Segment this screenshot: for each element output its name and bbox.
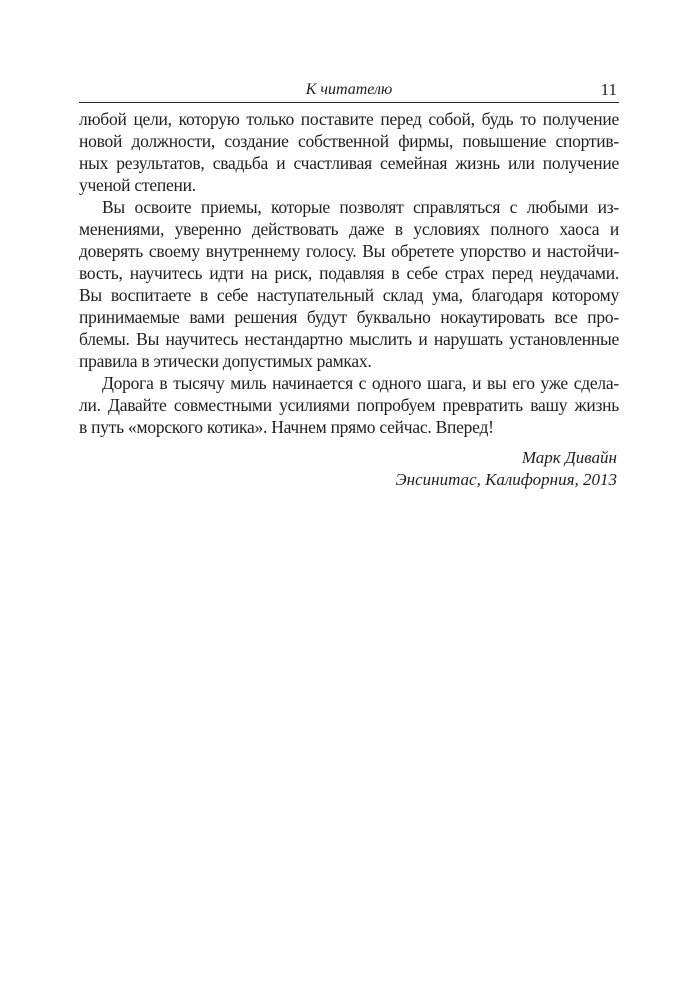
- text-line: новой должности, создание собственной фирмы, повышение спортив-: [79, 131, 619, 151]
- paragraph-1: [79, 108, 619, 196]
- text-line: любой цели, которую только поставите перед собой, будь то получение: [79, 109, 619, 129]
- place-and-year: Энсинитас, Калифорния, 2013: [395, 470, 617, 489]
- text-line: Вы освоите приемы, которые позволят справляться с любыми из-: [102, 197, 619, 217]
- text-line: ли. Давайте совместными усилиями попробуем превратить вашу жизнь: [79, 395, 619, 415]
- text-line: ученой степени.: [79, 175, 196, 195]
- running-title: К читателю: [305, 81, 393, 98]
- text-line: ных результатов, свадьба и счастливая семейная жизнь или получение: [79, 153, 619, 173]
- text-line: Вы воспитаете в себе наступательный склад ума, благодаря которому: [79, 285, 619, 305]
- text-line: в путь «морского котика». Начнем прямо сейчас. Вперед!: [79, 417, 494, 437]
- author-name: Марк Дивайн: [521, 448, 617, 467]
- text-line: вость, научитесь идти на риск, подавляя в себе страх перед неудачами.: [79, 263, 619, 283]
- text-line: правила в этически допустимых рамках.: [79, 351, 372, 371]
- text-line: менениями, уверенно действовать даже в условиях полного хаоса и: [79, 219, 619, 239]
- signature-block: [79, 447, 619, 491]
- paragraph-2: [79, 196, 619, 372]
- text-line: Дорога в тысячу миль начинается с одного шага, и вы его уже сдела-: [102, 373, 619, 393]
- paragraph-3: [79, 372, 619, 438]
- page-number: 11: [600, 80, 617, 99]
- main-text: [79, 108, 619, 438]
- text-line: принимаемые вами решения будут буквально нокаутировать все про-: [79, 307, 619, 327]
- text-line: доверять своему внутреннему голосу. Вы обретете упорство и настойчи-: [79, 241, 619, 261]
- page-header: [79, 80, 619, 103]
- text-line: блемы. Вы научитесь нестандартно мыслить и нарушать установленные: [79, 329, 619, 349]
